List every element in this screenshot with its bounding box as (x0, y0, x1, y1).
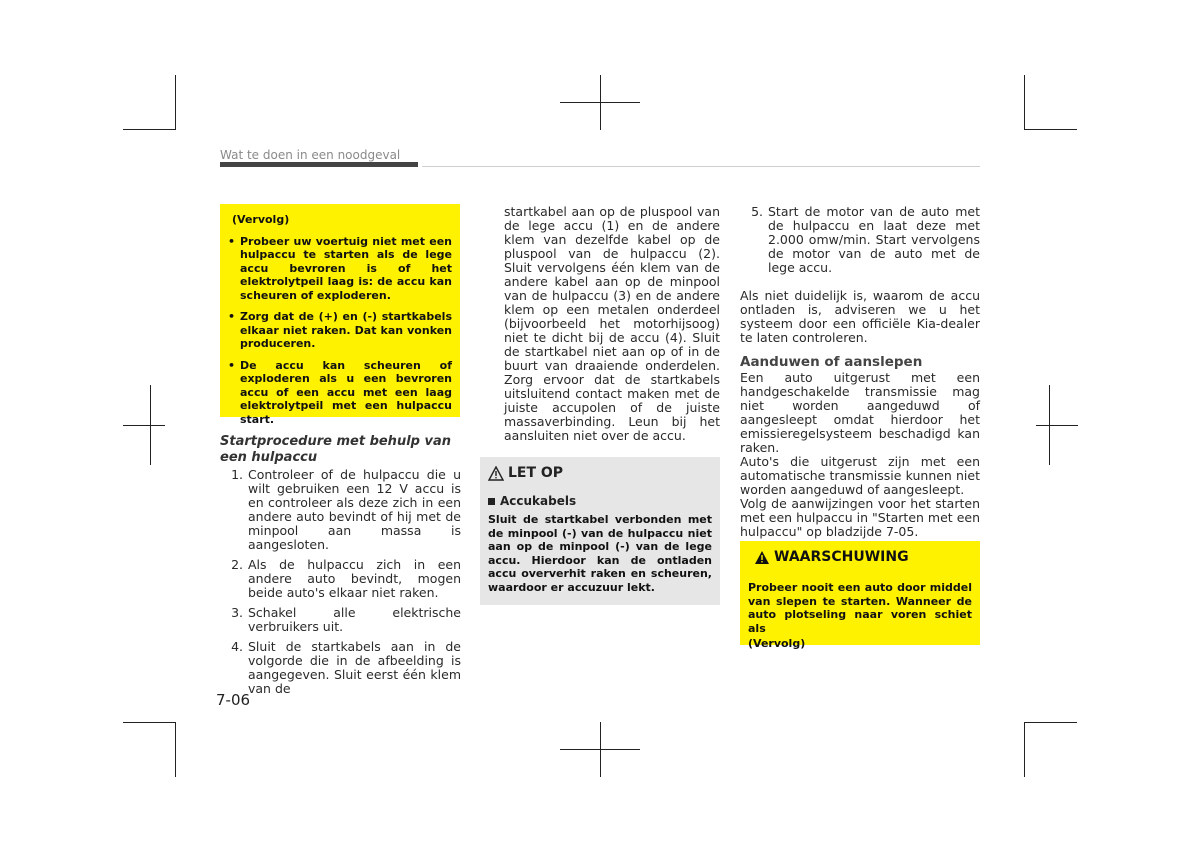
middle-paragraph: startkabel aan op de pluspool van de lege accu (1) en de andere klem van dezelfde kabel op de pluspool van de hulpaccu (2). Sluit vervolgens één klem van de andere kabel aan op de minpool van de hulpaccu (3) en de andere klem op een metalen onderdeel (bijvoorbeeld het motorhijsoog) niet te dicht bij de accu (4). Sluit de startkabel niet aan op of in de buurt van draaiende onderdelen. Zorg ervoor dat de startkabels uitsluitend contact maken met de juiste accupolen of de juiste massaverbinding. Leun bij het aansluiten niet over de accu. (504, 204, 720, 443)
list-item: • Zorg dat de (+) en (-) startkabels elkaar niet raken. Dat kan vonken produceren. (228, 310, 452, 351)
list-item: • De accu kan scheuren of exploderen als u een bevroren accu of een accu met een laag elektrolytpeil met een hulpaccu start. (228, 359, 452, 427)
header-bar (220, 162, 418, 167)
procedure-section (220, 434, 461, 702)
paragraph-automatic: Auto's die uitgerust zijn met een automatische transmissie kunnen niet worden aangeduwd of aangesleept. (740, 454, 980, 497)
paragraph-manual: Een auto uitgerust met een handgeschakelde transmissie mag niet worden aangeduwd of aangesleept omdat hierdoor het emissieregelsysteem beschadigd kan raken. (740, 370, 980, 455)
caution-box (480, 457, 720, 605)
header-rule (422, 166, 980, 167)
procedure-steps (220, 468, 461, 696)
page-number: 7-06 (216, 691, 251, 709)
caution-body: Sluit de startkabel verbonden met de minpool (-) van de hulpaccu niet aan op de minpool (-) van de lege accu. Hierdoor kan de ontladen accu oververhit raken en scheuren, waardoor er accuzuur lekt. (488, 513, 712, 594)
step-five (740, 205, 980, 275)
section-title: Aanduwen of aanslepen (740, 354, 923, 370)
box-list (228, 235, 452, 427)
section-header: Wat te doen in een noodgeval (220, 148, 401, 162)
list-item: 5. Start de motor van de auto met de hulpaccu en laat deze met 2.000 omw/min. Start vervolgens de motor van de auto met de lege accu. (751, 204, 980, 275)
paragraph-diagnose: Als niet duidelijk is, waarom de accu ontladen is, adviseren we u het systeem door een officiële Kia-dealer te laten controleren. (740, 288, 980, 345)
warning-body: Probeer nooit een auto door middel van slepen te starten. Wanneer de auto plotseling naar voren schiet als (748, 581, 972, 635)
paragraph-reference: Volg de aanwijzingen voor het starten met een hulpaccu in "Starten met een hulpaccu" op bladzijde 7-05. (740, 496, 980, 539)
box-title: (Vervolg) (232, 213, 290, 226)
caution-title: LET OP (508, 465, 564, 481)
right-column (740, 205, 980, 539)
caution-subtitle: Accukabels (500, 494, 577, 508)
list-item: 1. Controleer of de hulpaccu die u wilt gebruiken een 12 V accu is en controleer als deze zich in een andere auto bevindt of hij met de minpool aan massa is aangesloten. (231, 467, 461, 552)
warning-outline-icon (488, 466, 504, 481)
list-item: 2. Als de hulpaccu zich in een andere auto bevindt, mogen beide auto's elkaar niet raken. (231, 557, 461, 600)
warning-title: WAARSCHUWING (774, 549, 909, 565)
warning-box (740, 541, 980, 650)
warning-footer: (Vervolg) (748, 637, 806, 650)
list-item: 4. Sluit de startkabels aan in de volgorde die in de afbeelding is aangegeven. Sluit eerst één klem van de (231, 639, 461, 696)
caution-continued-box (220, 204, 460, 426)
procedure-title: Startprocedure met behulp van een hulpaccu (220, 434, 451, 465)
square-bullet-icon (488, 498, 495, 505)
list-item: 3. Schakel alle elektrische verbruikers uit. (231, 605, 461, 634)
list-item: • Probeer uw voertuig niet met een hulpaccu te starten als de lege accu bevroren is of het elektrolytpeil laag is: de accu kan scheuren of exploderen. (228, 235, 452, 303)
warning-filled-icon (754, 550, 770, 565)
